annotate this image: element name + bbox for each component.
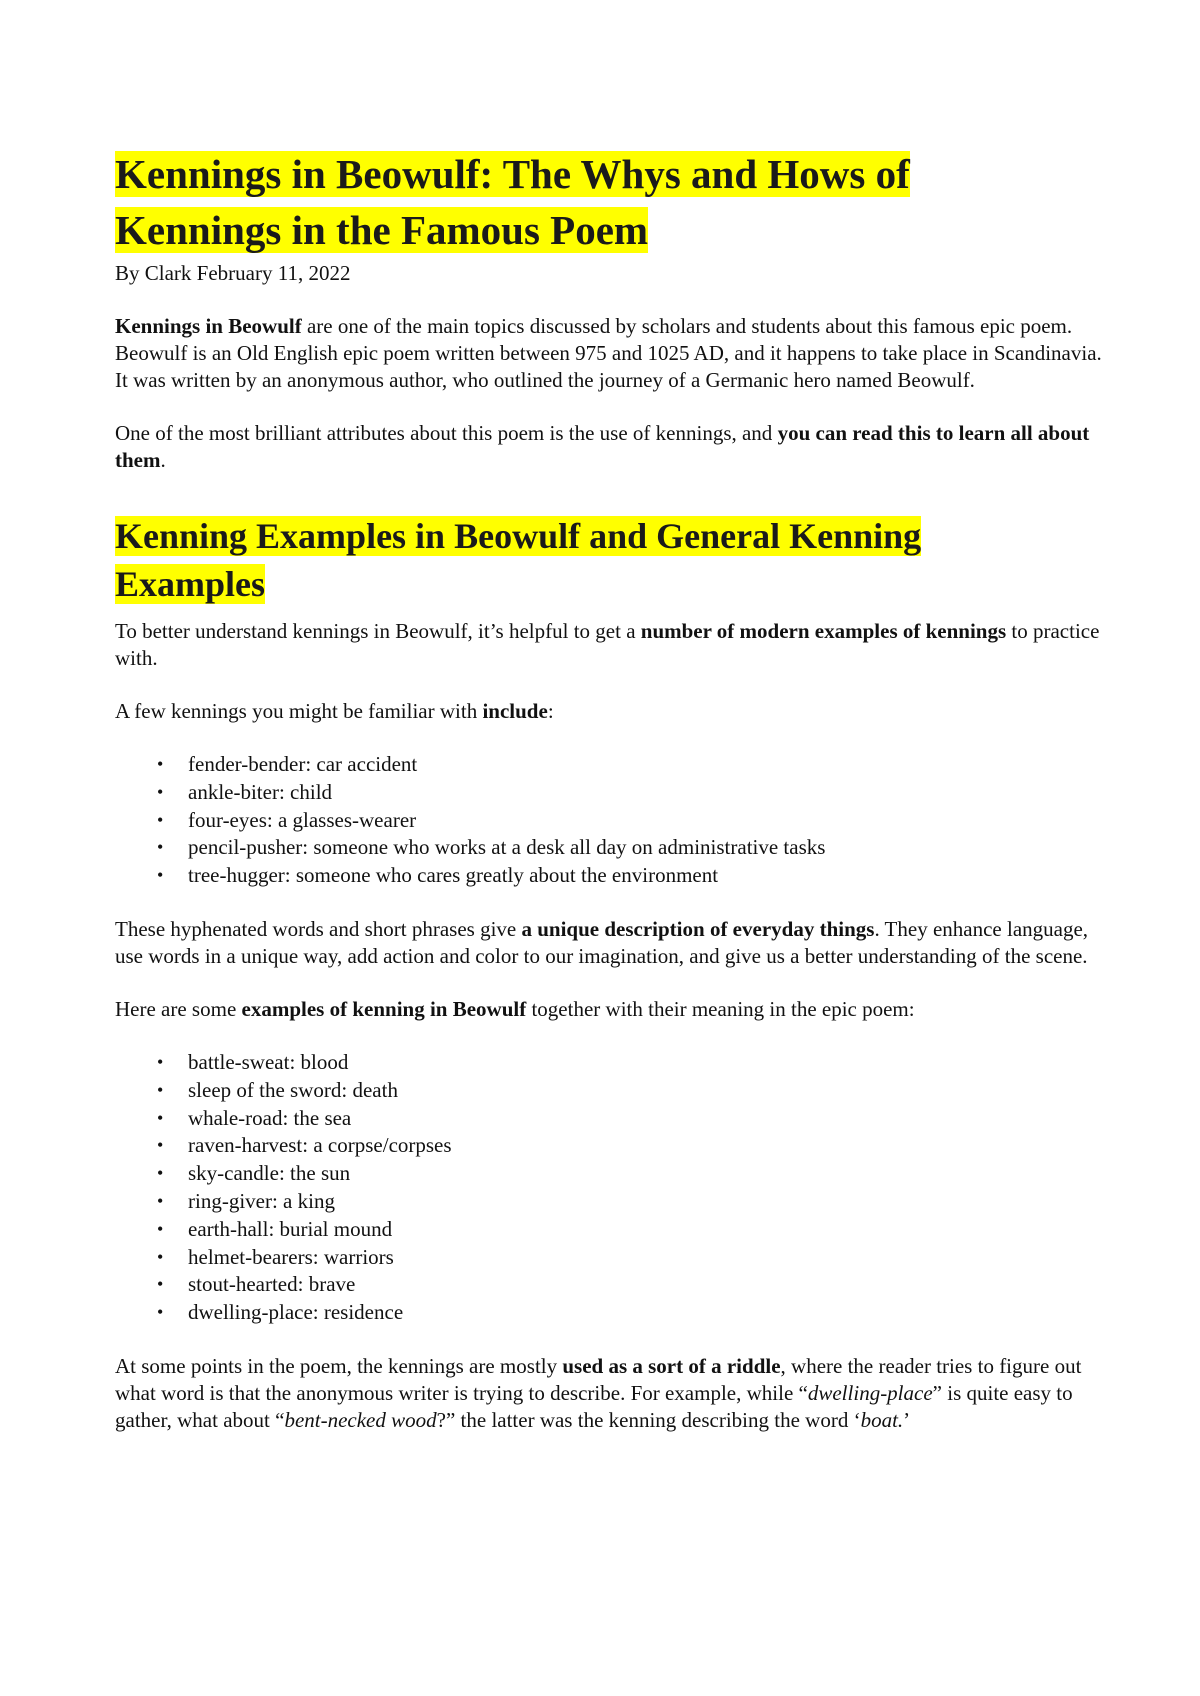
p7-text-1: At some points in the poem, the kennings are mostly <box>115 1353 563 1378</box>
section-heading-line-1: Kenning Examples in Beowulf and General Kenning <box>115 516 922 556</box>
byline: By Clark February 11, 2022 <box>115 261 351 285</box>
list-item <box>157 779 1105 807</box>
list-item <box>157 1160 1105 1188</box>
bullet-icon: • <box>157 837 164 858</box>
paragraph-6 <box>115 996 1105 1023</box>
title-line-1: Kennings in Beowulf: The Whys and Hows of <box>115 151 910 197</box>
intro-paragraph <box>115 313 1105 394</box>
p5-text: These hyphenated words and short phrases give <box>115 916 522 941</box>
bullet-icon: • <box>157 1163 164 1184</box>
p2-bold: you can read this to learn all about them <box>115 421 1090 472</box>
list-item-text: sleep of the sword: death <box>188 1077 398 1102</box>
list-item <box>157 1244 1105 1272</box>
list-item <box>157 807 1105 835</box>
bullet-icon: • <box>157 809 164 830</box>
list-item <box>157 1188 1105 1216</box>
title-line-2: Kennings in the Famous Poem <box>115 207 649 253</box>
bullet-icon: • <box>157 1079 164 1100</box>
bullet-icon: • <box>157 1274 164 1295</box>
list-item <box>157 1299 1105 1327</box>
list-item <box>157 751 1105 779</box>
bullet-icon: • <box>157 865 164 886</box>
p2-text: One of the most brilliant attributes about this poem is the use of kennings, and <box>115 421 778 445</box>
p7-text-5: ’ <box>903 1407 911 1432</box>
intro-bold-lead: Kennings in Beowulf <box>115 314 302 338</box>
bullet-icon: • <box>157 1218 164 1239</box>
list-item <box>157 862 1105 890</box>
list-item <box>157 1132 1105 1160</box>
paragraph-3 <box>115 618 1105 672</box>
list-item-text: earth-hall: burial mound <box>188 1216 393 1241</box>
bullet-icon: • <box>157 781 164 802</box>
bullet-icon: • <box>157 1302 164 1323</box>
p3-text: To better understand kennings in Beowulf, it’s helpful to get a <box>115 619 641 643</box>
list-item-text: helmet-bearers: warriors <box>188 1244 394 1269</box>
p7-text-4: ?” the latter was the kenning describing the word ‘ <box>436 1407 861 1432</box>
section-heading <box>115 512 1105 608</box>
p3-bold: number of modern examples of kennings <box>640 619 1007 643</box>
list-item-text: pencil-pusher: someone who works at a desk all day on administrative tasks <box>188 835 826 860</box>
list-item-text: stout-hearted: brave <box>188 1272 356 1297</box>
list-item-text: ring-giver: a king <box>188 1188 335 1213</box>
document-body <box>115 146 1105 1434</box>
list-item-text: ankle-biter: child <box>188 779 333 804</box>
modern-kennings-list <box>115 751 1105 890</box>
intro-text: are one of the main topics discussed by scholars and students about this famous epic poem. Beowulf is an Old English epic poem written between 975 and 1025 AD, and it happens to take place in Scandinavia. It was written by an anonymous author, who outlined the journey of a Germanic hero named Beowulf. <box>115 314 1102 392</box>
bullet-icon: • <box>157 1051 164 1072</box>
section-heading-line-2: Examples <box>115 564 266 604</box>
paragraph-4 <box>115 698 1105 725</box>
p7-text-3: ” is quite easy to gather, what about “ <box>115 1380 1073 1432</box>
list-item <box>157 1049 1105 1077</box>
p7-bold: used as a sort of a riddle <box>562 1353 781 1378</box>
p3-end: to practice with. <box>115 619 1100 670</box>
p6-end: together with their meaning in the epic poem: <box>526 996 915 1021</box>
list-item-text: four-eyes: a glasses-wearer <box>188 807 417 832</box>
p4-text: A few kennings you might be familiar with <box>115 699 483 723</box>
p4-bold: include <box>482 699 548 723</box>
list-item-text: raven-harvest: a corpse/corpses <box>188 1133 452 1158</box>
section-heading-wrap <box>115 512 1105 608</box>
list-item-text: fender-bender: car accident <box>188 752 418 776</box>
list-item <box>157 1271 1105 1299</box>
p5-bold: a unique description of everyday things <box>521 916 875 941</box>
p6-text: Here are some <box>115 996 242 1021</box>
p6-bold: examples of kenning in Beowulf <box>241 996 527 1021</box>
list-item-text: dwelling-place: residence <box>188 1300 404 1325</box>
list-item-text: sky-candle: the sun <box>188 1161 351 1186</box>
p7-italic-3: boat. <box>860 1407 904 1432</box>
p7-italic-2: bent-necked wood <box>284 1407 437 1432</box>
list-item <box>157 1105 1105 1133</box>
list-item <box>157 1216 1105 1244</box>
list-item-text: whale-road: the sea <box>188 1105 352 1130</box>
p7-italic-1: dwelling-place <box>807 1380 933 1405</box>
list-item <box>157 834 1105 862</box>
p7-text-2: , where the reader tries to figure out what word is that the anonymous writer is trying to describe. For example, while “ <box>115 1353 1082 1405</box>
paragraph-5 <box>115 916 1105 970</box>
document-title <box>115 146 1105 258</box>
bullet-icon: • <box>157 1190 164 1211</box>
paragraph-7 <box>115 1353 1105 1434</box>
paragraph-2 <box>115 420 1105 474</box>
list-item-text: tree-hugger: someone who cares greatly about the environment <box>188 863 719 888</box>
p5-end: . They enhance language, use words in a unique way, add action and color to our imagination, and give us a better understanding of the scene. <box>115 916 1089 968</box>
p4-end: : <box>547 699 554 723</box>
bullet-icon: • <box>157 1246 164 1267</box>
list-item-text: battle-sweat: blood <box>188 1049 349 1074</box>
list-item <box>157 1077 1105 1105</box>
bullet-icon: • <box>157 754 164 774</box>
beowulf-kennings-list <box>115 1049 1105 1327</box>
bullet-icon: • <box>157 1135 164 1156</box>
p2-end: . <box>160 448 166 472</box>
bullet-icon: • <box>157 1107 164 1128</box>
